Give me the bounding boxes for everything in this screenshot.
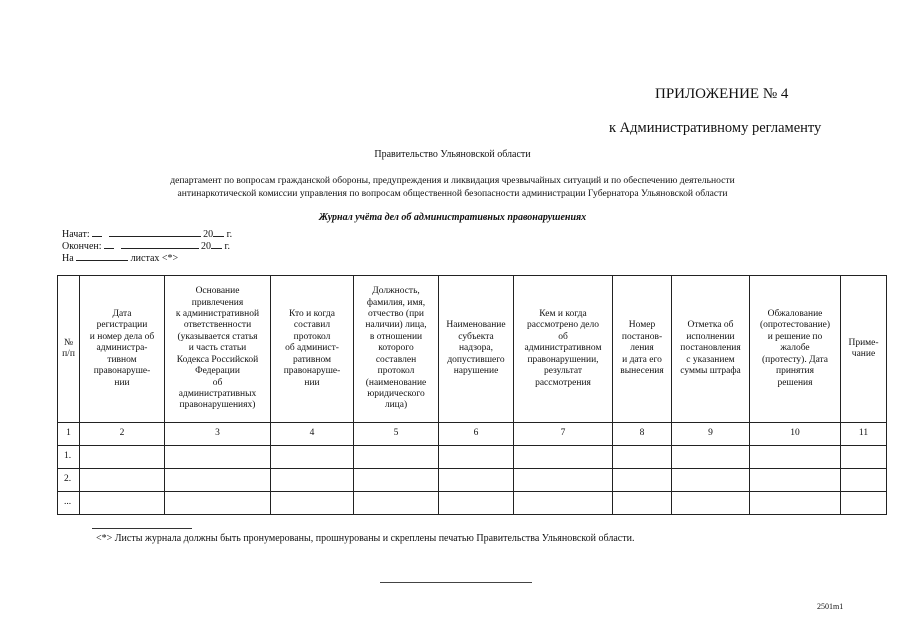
header-line: рассмотрено дело (526, 320, 600, 331)
empty-cell (271, 492, 354, 515)
header-line: правонаруше- (283, 366, 341, 377)
header-line: регистрации (96, 320, 148, 331)
year-suffix: г. (226, 229, 233, 240)
table-header-row (58, 276, 887, 423)
header-line: и дата его (622, 354, 662, 365)
header-line: Кодекса Российской (176, 354, 259, 365)
column-number: 6 (439, 423, 514, 446)
header-line: Кто и когда (289, 309, 335, 320)
header-line: фамилия, имя, (366, 297, 426, 308)
footnote-rule (92, 528, 192, 529)
column-number: 1 (58, 423, 80, 446)
year-prefix: 20 (201, 241, 212, 252)
empty-cell (750, 469, 841, 492)
header-line: (протесту). Дата (761, 354, 829, 365)
blank-line (109, 227, 201, 237)
sheets-on-label: На (62, 253, 74, 264)
sheets-field (62, 251, 178, 264)
empty-cell (165, 446, 271, 469)
regulation-reference: к Административному регламенту (609, 120, 822, 136)
header-line: (опротестование) (759, 320, 831, 331)
header-line: Основание (195, 286, 240, 297)
department-name (0, 175, 905, 200)
header-line: об (558, 331, 568, 342)
header-line: Отметка об (687, 320, 734, 331)
header-line: правонарушениях) (179, 400, 256, 411)
department-line-1: департамент по вопросам гражданской обороны, предупреждения и ликвидация чрезвычайных ситуаций и по обеспечению деятельности (170, 175, 735, 186)
empty-cell (672, 469, 750, 492)
header-line: об (212, 377, 223, 388)
department-line-2: антинаркотической комиссии управления по вопросам общественной безопасности администрации Губернатора Ульяновской области (177, 187, 728, 199)
empty-cell (514, 446, 613, 469)
journal-table (57, 275, 887, 515)
empty-cell (750, 446, 841, 469)
header-line: отчество (при (367, 309, 424, 320)
empty-cell (672, 492, 750, 515)
header-line: Дата (112, 309, 132, 320)
column-header-4 (271, 276, 354, 423)
header-line: жалобе (780, 343, 810, 354)
header-line: субъекта (458, 331, 494, 342)
empty-cell (841, 492, 887, 515)
header-line: принятия (776, 366, 814, 377)
header-line: администра- (96, 343, 148, 354)
header-line: суммы штрафа (680, 366, 741, 377)
header-line: (указывается статья (177, 331, 258, 342)
header-line: административных (178, 388, 257, 399)
header-line: Кем и когда (539, 309, 587, 320)
header-line: чание (851, 349, 876, 359)
government-name: Правительство Ульяновской области (374, 149, 531, 160)
header-line: Приме- (848, 337, 879, 348)
header-line: составлен (375, 354, 417, 365)
header-line: (наименование (365, 377, 427, 388)
header-line: юридического (367, 388, 425, 399)
header-line: рассмотрения (535, 377, 591, 388)
column-number: 2 (80, 423, 165, 446)
header-line: допустившего (447, 354, 505, 365)
sheets-label: листах <*> (130, 253, 179, 264)
empty-cell (750, 492, 841, 515)
blank-line (92, 227, 102, 237)
blank-line (213, 227, 224, 237)
empty-cell (354, 469, 439, 492)
column-number: 10 (750, 423, 841, 446)
header-line: постанов- (621, 331, 663, 342)
blank-line (76, 251, 128, 261)
column-header-11 (841, 276, 887, 423)
header-line: надзора, (458, 343, 494, 354)
table-row (58, 492, 887, 515)
header-line: в отношении (369, 331, 423, 342)
column-header-6 (439, 276, 514, 423)
column-header-1 (58, 276, 80, 423)
empty-cell (841, 446, 887, 469)
header-line: административном (524, 343, 602, 354)
header-line: п/п (62, 349, 75, 359)
empty-cell (613, 469, 672, 492)
empty-cell (165, 469, 271, 492)
empty-cell (165, 492, 271, 515)
column-number-row (58, 423, 887, 446)
column-header-7 (514, 276, 613, 423)
header-line: ления (630, 343, 654, 354)
empty-cell (613, 492, 672, 515)
empty-cell (80, 446, 165, 469)
empty-cell (439, 469, 514, 492)
header-line: и решение по (767, 331, 823, 342)
header-line: с указанием (686, 354, 735, 365)
header-line: привлечения (191, 297, 244, 308)
header-line: Федерации (195, 366, 240, 377)
header-line: Должность, (372, 286, 420, 297)
header-line: тивном (107, 354, 137, 365)
header-line: и номер дела об (89, 331, 155, 342)
header-line: Обжалование (767, 309, 823, 320)
blank-line (104, 239, 114, 249)
header-line: нарушение (453, 366, 499, 377)
column-number: 11 (841, 423, 887, 446)
header-line: которого (378, 343, 414, 354)
year-prefix: 20 (203, 229, 214, 240)
appendix-title: ПРИЛОЖЕНИЕ № 4 (655, 86, 789, 102)
column-header-3 (165, 276, 271, 423)
header-line: составил (293, 320, 331, 331)
column-header-9 (672, 276, 750, 423)
header-line: Номер (628, 320, 656, 331)
finished-label: Окончен: (62, 241, 102, 252)
empty-cell (439, 492, 514, 515)
column-number: 4 (271, 423, 354, 446)
page-code: 2501m1 (817, 602, 844, 611)
header-line: результат (543, 366, 583, 377)
empty-cell (354, 446, 439, 469)
column-header-10 (750, 276, 841, 423)
header-line: протокол (293, 331, 331, 342)
empty-cell (80, 469, 165, 492)
header-line: вынесения (620, 366, 664, 377)
column-header-2 (80, 276, 165, 423)
empty-cell (841, 469, 887, 492)
header-line: правонарушении, (527, 354, 599, 365)
header-line: нии (114, 377, 130, 388)
empty-cell (672, 446, 750, 469)
header-line: лица) (384, 400, 408, 411)
header-line: к административной (175, 309, 260, 320)
header-line: об админист- (285, 343, 339, 354)
header-line: постановления (680, 343, 741, 354)
empty-cell (514, 469, 613, 492)
header-line: ответственности (183, 320, 252, 331)
column-number: 9 (672, 423, 750, 446)
header-line: протокол (377, 366, 415, 377)
table-row (58, 469, 887, 492)
empty-cell (439, 446, 514, 469)
blank-line (121, 239, 199, 249)
column-number: 8 (613, 423, 672, 446)
row-number: ... (58, 492, 80, 515)
column-number: 3 (165, 423, 271, 446)
empty-cell (271, 446, 354, 469)
empty-cell (354, 492, 439, 515)
row-number: 1. (58, 446, 80, 469)
header-line: правонаруше- (93, 366, 151, 377)
header-line: Наименование (446, 320, 506, 331)
column-number: 7 (514, 423, 613, 446)
bottom-rule (380, 582, 532, 583)
header-line: и часть статьи (188, 343, 247, 354)
column-number: 5 (354, 423, 439, 446)
footnote: <*> Листы журнала должны быть пронумерованы, прошнурованы и скреплены печатью Правительства Ульяновской области. (96, 533, 635, 544)
header-line: наличии) лица, (365, 320, 427, 331)
row-number: 2. (58, 469, 80, 492)
year-suffix: г. (224, 241, 231, 252)
empty-cell (271, 469, 354, 492)
header-line: № (63, 337, 74, 348)
table-row (58, 446, 887, 469)
header-line: исполнении (686, 331, 735, 342)
journal-title: Журнал учёта дел об административных правонарушениях (318, 212, 587, 223)
empty-cell (514, 492, 613, 515)
header-line: решения (777, 377, 813, 388)
column-header-8 (613, 276, 672, 423)
header-line: ративном (292, 354, 332, 365)
column-header-5 (354, 276, 439, 423)
header-line: нии (304, 377, 320, 388)
empty-cell (613, 446, 672, 469)
blank-line (211, 239, 222, 249)
empty-cell (80, 492, 165, 515)
started-label: Начат: (62, 229, 90, 240)
